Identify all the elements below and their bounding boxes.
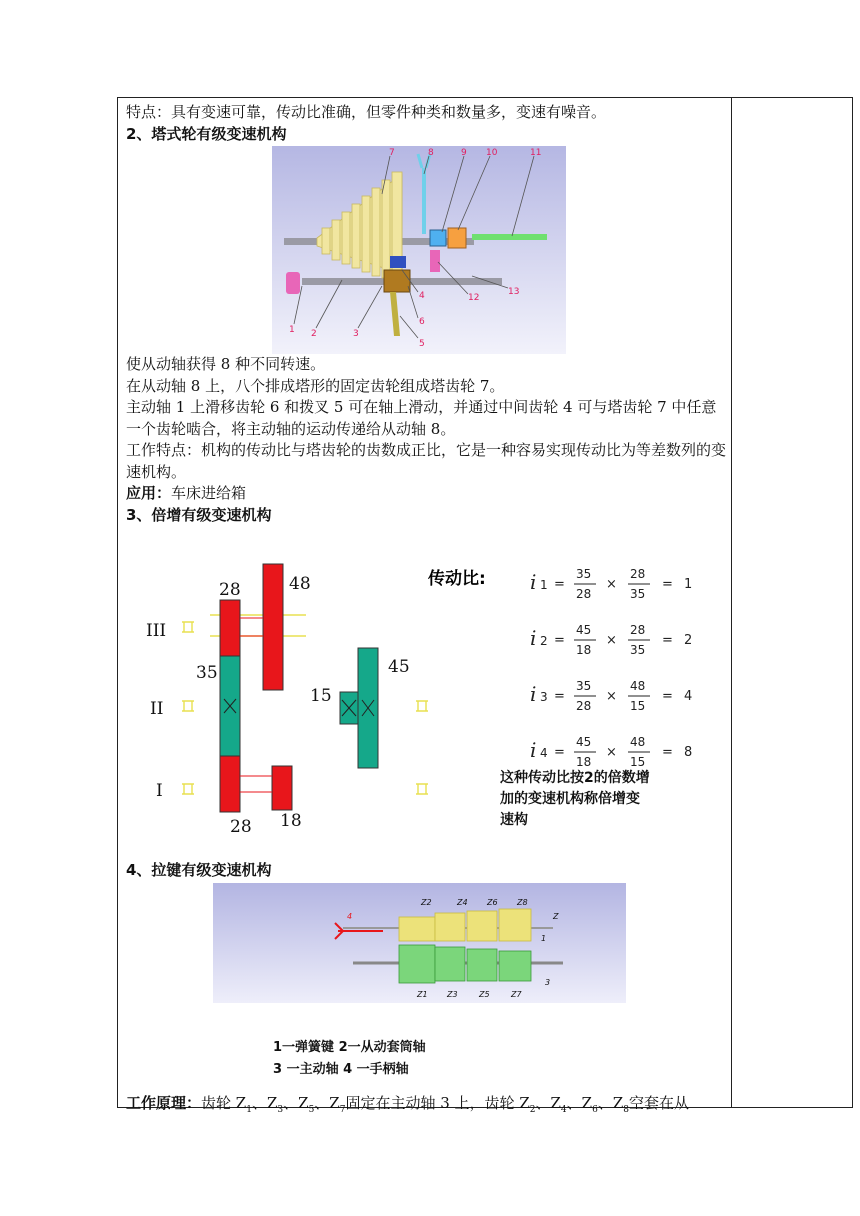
ratio-eq-4: =: [554, 745, 565, 760]
ratio-index-1: 1: [540, 578, 548, 592]
doubling-gear-figure: [126, 540, 726, 860]
application-value: 车床进给箱: [171, 484, 247, 502]
label-12: 12: [468, 293, 480, 303]
pink-knob: [286, 272, 300, 294]
tower-gear-figure: [272, 146, 566, 354]
label-z8: Z8: [517, 897, 528, 907]
shaft-label-iii: III: [146, 621, 167, 641]
note-line-1: 这种传动比按2的倍数增: [500, 770, 650, 786]
ratio-den-b-3: 28: [576, 699, 592, 713]
ratio-eq2-1: =: [662, 577, 673, 592]
ratio-result-2: 2: [684, 633, 693, 648]
gear-label-45: 45: [388, 657, 410, 677]
ratio-eq2-2: =: [662, 633, 673, 648]
label-z5: Z5: [479, 989, 490, 999]
ratio-times-1: ×: [606, 577, 617, 592]
gear-label-15: 15: [310, 686, 332, 706]
gear-label-48: 48: [289, 574, 311, 594]
label-z-right: Z: [553, 911, 559, 921]
ratio-num-c-1: 28: [630, 567, 646, 581]
label-z7: Z7: [511, 989, 522, 999]
label-11: 11: [530, 148, 542, 158]
working-principle-label: 工作原理：: [126, 1093, 202, 1112]
ratio-num-a-2: 45: [576, 623, 592, 637]
gear-18: [272, 766, 292, 810]
label-z4: Z4: [457, 897, 468, 907]
ratio-eq-2: =: [554, 633, 565, 648]
label-z2: Z2: [421, 897, 432, 907]
ratio-den-d-3: 15: [630, 699, 646, 713]
content-table: [117, 97, 853, 1115]
label-z6: Z6: [487, 897, 498, 907]
ratio-num-a-4: 45: [576, 735, 592, 749]
ratio-times-4: ×: [606, 745, 617, 760]
green-shaft: [472, 234, 547, 240]
application-paragraph: [126, 483, 726, 505]
working-principle-paragraph: 工作原理：齿轮 $Z_1$、$Z_3$、$Z_5$、$Z_7$固定在主动轴 3 上，齿轮 $Z_2$、$Z_4$、$Z_6$、$Z_8$空套在从: [126, 1093, 690, 1115]
ratio-formulas: [530, 567, 692, 769]
gear-48: [263, 564, 283, 690]
ratio-index-4: 4: [540, 746, 548, 760]
lower-gears: [399, 945, 531, 983]
slider-gear-6: [384, 270, 410, 292]
ratio-index-3: 3: [540, 690, 548, 704]
ratio-num-c-2: 28: [630, 623, 646, 637]
label-8: 8: [428, 148, 434, 158]
label-7: 7: [389, 148, 395, 158]
section-heading-tower: 2、塔式轮有级变速机构: [126, 124, 287, 143]
ratio-den-d-2: 35: [630, 643, 646, 657]
label-4: 4: [419, 291, 425, 301]
ratio-num-a-1: 35: [576, 567, 592, 581]
legend-line-2: 3 一主动轴 4 一手柄轴: [273, 1061, 409, 1077]
section-heading-doubling: 3、倍增有级变速机构: [126, 505, 272, 524]
tower-paragraph-1: 使从动轴获得 8 种不同转速。: [126, 355, 326, 373]
ratio-num-a-3: 35: [576, 679, 592, 693]
shaft-marks: [182, 615, 428, 794]
ratio-index-2: 2: [540, 634, 548, 648]
gear-label-28-bottom: 28: [230, 817, 252, 837]
application-label: 应用：: [126, 484, 172, 502]
gear-28-top: [220, 600, 240, 656]
ratio-den-b-4: 18: [576, 755, 592, 769]
label-1: 1: [289, 325, 295, 335]
fork: [422, 168, 426, 234]
gear-label-28-top: 28: [219, 580, 241, 600]
ratio-den-d-4: 15: [630, 755, 646, 769]
ratio-i-4: i: [530, 738, 537, 762]
ratio-den-d-1: 35: [630, 587, 646, 601]
ratio-result-1: 1: [684, 577, 693, 592]
label-3: 3: [353, 329, 359, 339]
feature-paragraph: 特点：具有变速可靠，传动比准确，但零件种类和数量多，变速有噪音。: [126, 103, 607, 121]
tower-paragraph-3: 主动轴 1 上滑移齿轮 6 和拨叉 5 可在轴上滑动，并通过中间齿轮 4 可与塔齿轮 7 中任意一个齿轮啮合，将主动轴的运动传递给从动轴 8。: [126, 398, 717, 438]
ratio-times-2: ×: [606, 633, 617, 648]
ratio-result-4: 8: [684, 745, 693, 760]
ratio-i-2: i: [530, 626, 537, 650]
label-2: 2: [311, 329, 317, 339]
label-5: 5: [419, 339, 425, 349]
content-cell: [126, 102, 726, 1121]
pull-key-figure: [213, 883, 626, 1093]
ratio-den-b-2: 18: [576, 643, 592, 657]
note-line-3: 速构: [500, 812, 528, 828]
ratio-i-3: i: [530, 682, 537, 706]
small-gear-4: [390, 256, 406, 268]
legend-line-1: 1一弹簧键 2一从动套筒轴: [273, 1039, 426, 1055]
gear-label-35: 35: [196, 663, 218, 683]
label-1: 1: [541, 933, 547, 943]
tower-paragraph-4: 工作特点：机构的传动比与塔齿轮的齿数成正比，它是一种容易实现传动比为等差数列的变速机构。: [126, 441, 727, 481]
ratio-result-3: 4: [684, 689, 693, 704]
gear-label-18: 18: [280, 811, 302, 831]
ratio-times-3: ×: [606, 689, 617, 704]
small-gear-9: [430, 230, 446, 246]
ratio-eq2-3: =: [662, 689, 673, 704]
label-9: 9: [461, 148, 467, 158]
section-heading-key: 4、拉键有级变速机构: [126, 861, 272, 879]
label-6: 6: [419, 317, 425, 327]
tower-paragraph-2: 在从动轴 8 上，八个排成塔形的固定齿轮组成塔齿轮 7。: [126, 376, 505, 395]
ratio-num-c-3: 48: [630, 679, 646, 693]
gear-28-bottom: [220, 756, 240, 812]
label-z1: Z1: [417, 989, 428, 999]
ratio-den-b-1: 28: [576, 587, 592, 601]
label-z3: Z3: [447, 989, 458, 999]
note-line-2: 加的变速机构称倍增变: [500, 791, 640, 807]
column-divider: [731, 98, 732, 1107]
label-3: 3: [545, 977, 551, 987]
label-4: 4: [347, 911, 353, 921]
label-13: 13: [508, 287, 520, 297]
shaft-label-ii: II: [150, 699, 164, 719]
ratio-eq-1: =: [554, 577, 565, 592]
small-gear-10: [448, 228, 466, 248]
ratio-title: 传动比:: [428, 569, 486, 589]
ratio-eq-3: =: [554, 689, 565, 704]
ratio-i-1: i: [530, 570, 537, 594]
label-10: 10: [486, 148, 498, 158]
ratio-num-c-4: 48: [630, 735, 646, 749]
small-gear-12: [430, 250, 440, 272]
ratio-eq2-4: =: [662, 745, 673, 760]
shaft-label-i: I: [156, 781, 163, 801]
